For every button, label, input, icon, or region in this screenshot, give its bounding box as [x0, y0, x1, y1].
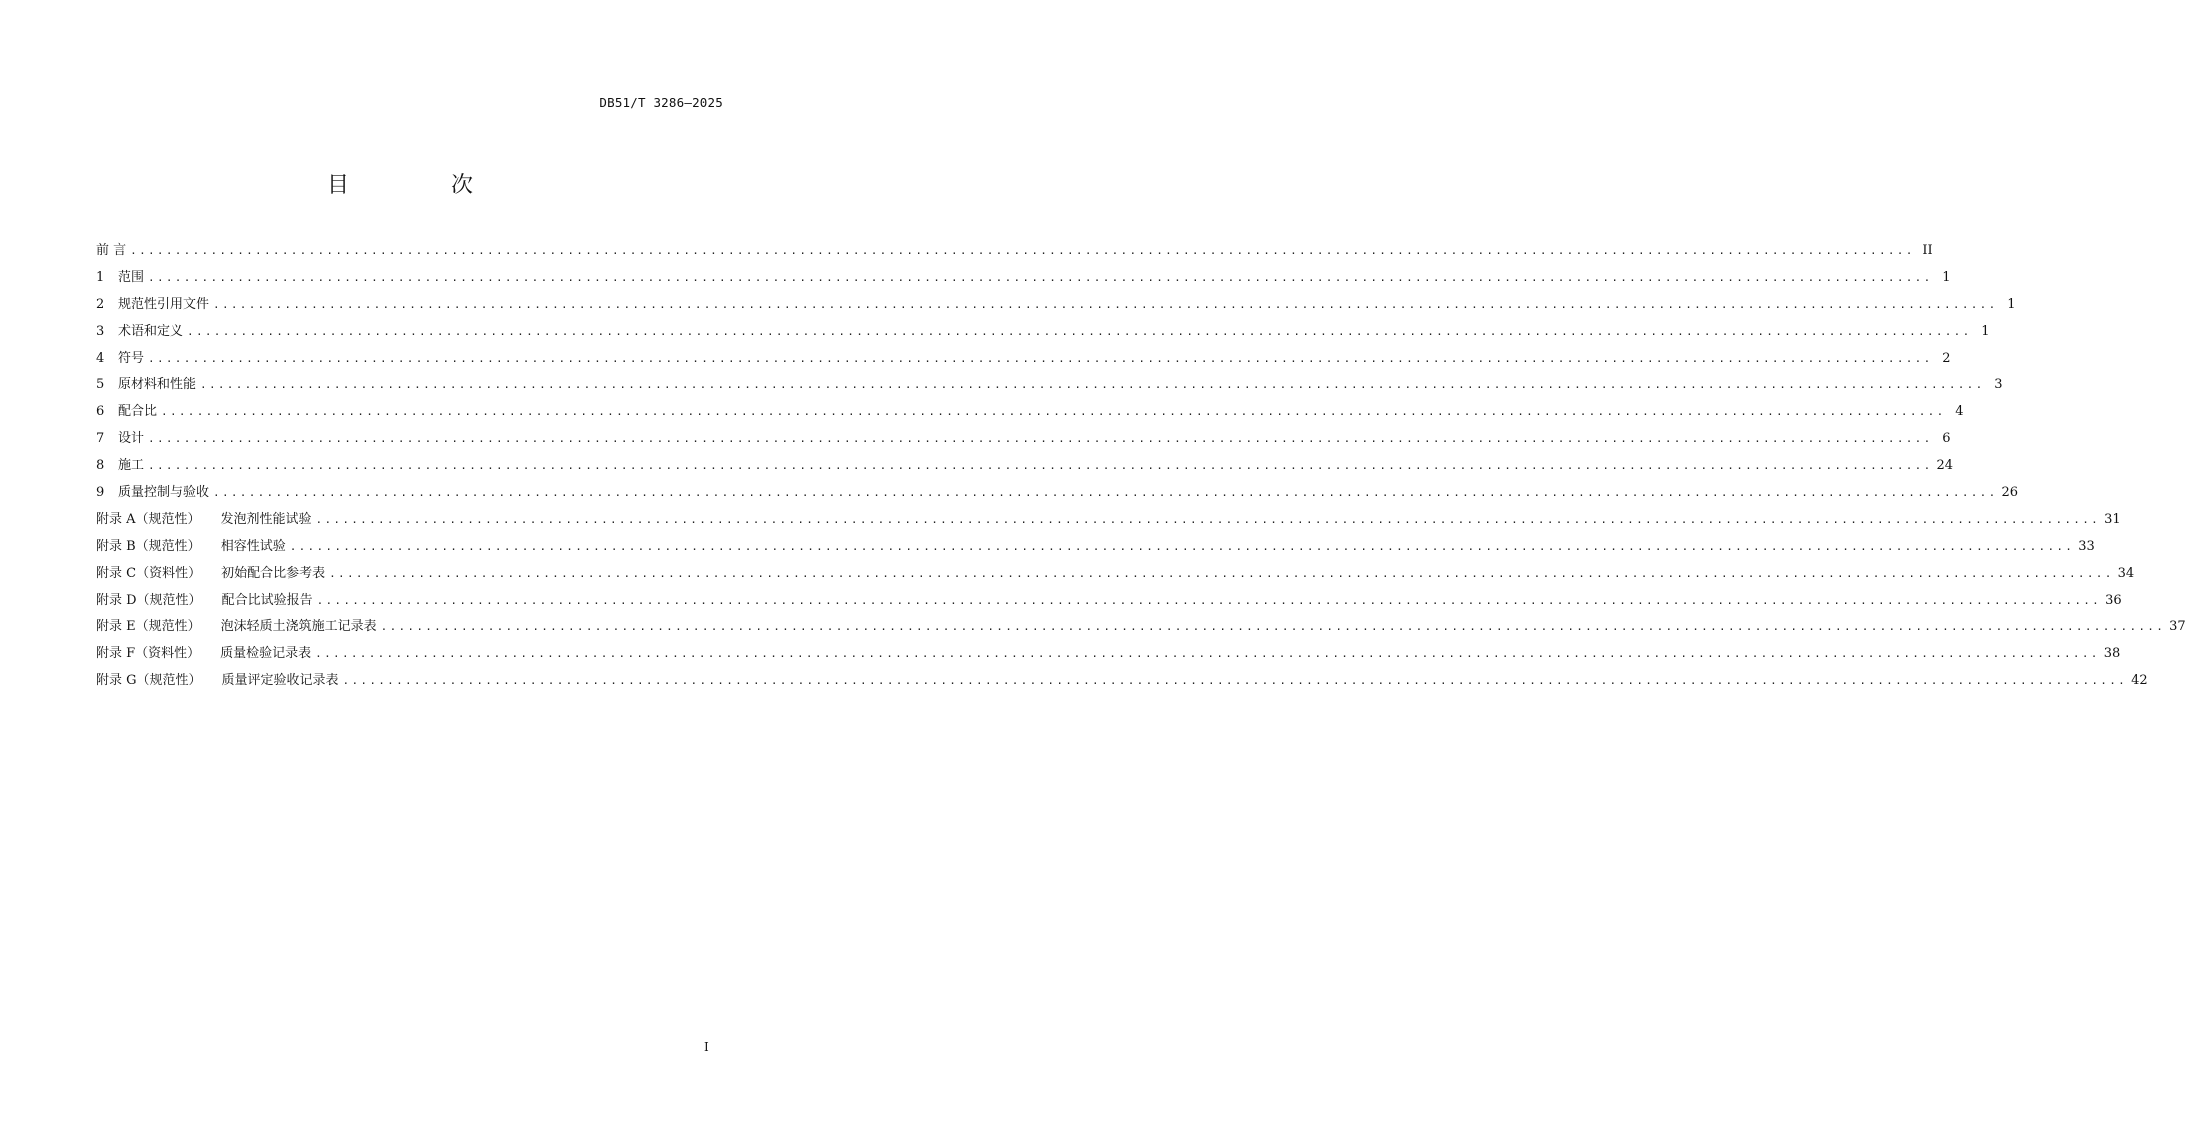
toc-entry-label-group	[96, 320, 183, 339]
toc-entry-label-group	[96, 454, 144, 473]
toc-entry-number: 9	[96, 485, 105, 501]
toc-leader-dots: ........................................................................................................................................................................................................	[342, 674, 2128, 688]
toc-leader-dots: ........................................................................................................................................................................................................	[380, 620, 2166, 634]
toc-entry-number: 3	[96, 323, 105, 339]
toc-entry-label-group	[96, 373, 196, 392]
toc-entry-page: 2	[1942, 350, 1951, 366]
toc-entry-title: 质量检验记录表	[220, 646, 312, 662]
toc-annex-prefix: 附录 G（规范性）	[96, 673, 202, 689]
toc-entry[interactable]	[96, 642, 2121, 669]
toc-entry-label-group	[96, 589, 313, 608]
toc-entry-label-group	[96, 481, 209, 500]
toc-entry[interactable]	[96, 562, 2135, 589]
toc-leader-dots: ........................................................................................................................................................................................................	[148, 432, 1933, 446]
toc-annex-prefix: 附录 E（规范性）	[96, 619, 201, 635]
toc-entry-number: 5	[96, 377, 105, 393]
toc-entry-page: 26	[2001, 485, 2019, 501]
toc-entry-label-group	[96, 535, 286, 554]
toc-entry-page: 33	[2078, 538, 2095, 554]
toc-annex-prefix: 附录 C（资料性）	[96, 565, 202, 581]
toc-entry-title: 规范性引用文件	[118, 296, 210, 312]
toc-entry[interactable]	[96, 239, 1933, 266]
toc-entry-label-group	[96, 239, 126, 258]
toc-leader-dots: ........................................................................................................................................................................................................	[187, 324, 1972, 338]
toc-entry[interactable]	[96, 293, 2016, 320]
toc-entry-label-group	[96, 615, 377, 634]
toc-leader-dots: ........................................................................................................................................................................................................	[315, 647, 2100, 661]
toc-entry-title: 泡沫轻质土浇筑施工记录表	[220, 619, 377, 635]
toc-entry-page: 36	[2105, 592, 2122, 608]
toc-entry-page: II	[1922, 243, 1933, 258]
toc-entry-page: 37	[2169, 619, 2186, 635]
toc-entry-page: 1	[1981, 323, 1990, 339]
toc-entry-number: 6	[96, 404, 105, 420]
toc-leader-dots: ........................................................................................................................................................................................................	[316, 593, 2102, 607]
toc-entry-title: 质量评定验收记录表	[221, 673, 339, 689]
toc-entry-number: 2	[96, 296, 105, 312]
toc-entry-title: 相容性试验	[220, 538, 286, 554]
toc-entry-label-group	[96, 427, 144, 446]
standard-code: DB51/T 3286—2025	[599, 95, 723, 110]
page-number: I	[704, 1040, 709, 1054]
toc-entry-page: 1	[2007, 296, 2016, 312]
toc-leader-dots: ........................................................................................................................................................................................................	[213, 297, 1998, 311]
toc-entry-label-group	[96, 400, 157, 419]
toc-entry-title: 质量控制与验收	[118, 485, 210, 501]
toc-entry-title: 初始配合比参考表	[221, 565, 326, 581]
toc-annex-prefix: 附录 F（资料性）	[96, 646, 201, 662]
toc-entry-label-group	[96, 642, 311, 661]
toc-entry[interactable]	[96, 669, 2148, 696]
toc-entry[interactable]	[96, 320, 1990, 347]
toc-leader-dots: ........................................................................................................................................................................................................	[289, 539, 2075, 553]
toc-entry-title: 原材料和性能	[118, 377, 197, 393]
toc-annex-prefix: 附录 B（规范性）	[96, 538, 201, 554]
toc-entry[interactable]	[96, 266, 1951, 293]
toc-entry[interactable]	[96, 481, 2019, 508]
toc-entry-label-group	[96, 508, 312, 527]
toc-entry[interactable]	[96, 508, 2121, 535]
toc-entry[interactable]	[96, 373, 2003, 400]
toc-entry-label-group	[96, 669, 339, 688]
toc-entry[interactable]	[96, 589, 2122, 616]
toc-entry-label-group	[96, 293, 209, 312]
toc-entry-page: 4	[1955, 404, 1964, 420]
toc-entry[interactable]	[96, 347, 1951, 374]
toc-entry-page: 1	[1942, 269, 1951, 285]
toc-entry-title: 符号	[118, 350, 145, 366]
toc-leader-dots: ........................................................................................................................................................................................................	[161, 405, 1946, 419]
toc-entry-title: 发泡剂性能试验	[220, 511, 312, 527]
toc-leader-dots: ........................................................................................................................................................................................................	[213, 486, 1998, 500]
table-of-contents	[96, 239, 2186, 696]
toc-entry[interactable]	[96, 615, 2186, 642]
toc-entry-number: 4	[96, 350, 105, 366]
toc-entry[interactable]	[96, 400, 1964, 427]
toc-leader-dots: ........................................................................................................................................................................................................	[148, 459, 1933, 473]
toc-leader-dots: ........................................................................................................................................................................................................	[200, 378, 1985, 392]
toc-entry-title: 施工	[118, 458, 145, 474]
toc-leader-dots: ........................................................................................................................................................................................................	[148, 270, 1933, 284]
toc-entry-label-group	[96, 562, 325, 581]
toc-entry-label-group	[96, 266, 144, 285]
toc-leader-dots: ........................................................................................................................................................................................................	[329, 566, 2114, 580]
toc-entry-number: 8	[96, 458, 105, 474]
toc-entry-page: 34	[2117, 565, 2135, 581]
toc-annex-prefix: 附录 A（规范性）	[96, 511, 201, 527]
toc-entry-label-group	[96, 347, 144, 366]
toc-entry-page: 42	[2131, 673, 2148, 689]
toc-entry-page: 38	[2103, 646, 2121, 662]
toc-entry-title: 配合比	[118, 404, 158, 420]
toc-entry[interactable]	[96, 535, 2095, 562]
toc-leader-dots: ........................................................................................................................................................................................................	[130, 244, 1915, 257]
toc-entry-title: 术语和定义	[118, 323, 184, 339]
toc-entry-title: 前 言	[96, 243, 127, 258]
toc-annex-prefix: 附录 D（规范性）	[96, 592, 202, 608]
toc-entry-title: 范围	[118, 269, 145, 285]
toc-entry[interactable]	[96, 427, 1951, 454]
toc-entry-title: 配合比试验报告	[221, 592, 313, 608]
toc-entry-title: 设计	[118, 431, 145, 447]
toc-title: 目 次	[326, 173, 513, 198]
toc-entry-page: 3	[1994, 377, 2003, 393]
toc-leader-dots: ........................................................................................................................................................................................................	[315, 512, 2101, 526]
toc-entry[interactable]	[96, 454, 1954, 481]
toc-entry-page: 31	[2104, 511, 2121, 527]
toc-leader-dots: ........................................................................................................................................................................................................	[148, 351, 1933, 365]
toc-entry-number: 1	[96, 269, 105, 285]
toc-entry-page: 6	[1942, 431, 1951, 447]
toc-entry-number: 7	[96, 431, 105, 447]
toc-entry-page: 24	[1936, 458, 1954, 474]
